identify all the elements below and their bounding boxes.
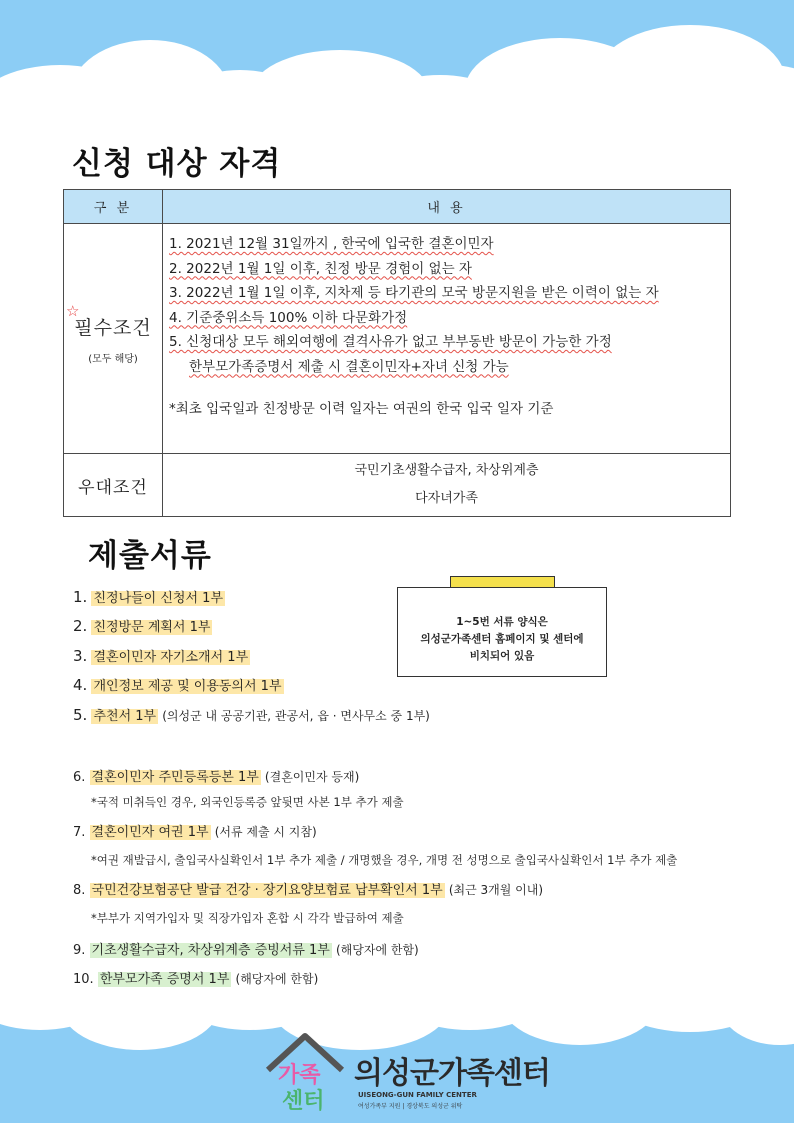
preferred-items-cell bbox=[163, 454, 731, 517]
svg-text:가족: 가족 bbox=[278, 1063, 321, 1088]
notice-line: 의성군가족센터 홈페이지 및 센터에 bbox=[420, 633, 584, 645]
required-sublabel: (모두 해당) bbox=[88, 353, 138, 365]
notice-line: 1~5번 서류 양식은 bbox=[456, 616, 548, 628]
required-item-continued: 한부모가족증명서 제출 시 결혼이민자+자녀 신청 가능 bbox=[189, 358, 509, 375]
list-item: 9. 기초생활수급자, 차상위계층 증빙서류 1부 (해당자에 한함) bbox=[73, 943, 419, 958]
required-item: 1. 2021년 12월 31일까지 , 한국에 입국한 결혼이민자 bbox=[169, 236, 494, 252]
svg-text:센터: 센터 bbox=[282, 1089, 325, 1114]
preferred-label: 우대조건 bbox=[64, 454, 163, 517]
list-item: 6. 결혼이민자 주민등록등본 1부 (결혼이민자 등재) bbox=[73, 770, 360, 785]
required-item: 5. 신청대상 모두 해외여행에 결격사유가 없고 부부동반 방문이 가능한 가정 bbox=[169, 334, 612, 350]
preferred-item: 국민기초생활수급자, 차상위계층 bbox=[354, 463, 539, 478]
documents-title: 제출서류 bbox=[88, 538, 212, 574]
preferred-item: 다자녀가족 bbox=[415, 491, 478, 506]
required-label: 필수조건 bbox=[74, 316, 152, 339]
list-item: 7. 결혼이민자 여권 1부 (서류 제출 시 지참) bbox=[73, 825, 317, 840]
notice-line: 비치되어 있음 bbox=[469, 650, 535, 662]
form-notice-box bbox=[397, 587, 607, 677]
list-item: 10. 한부모가족 증명서 1부 (해당자에 한함) bbox=[73, 972, 319, 987]
list-item-note: *부부가 지역가입자 및 직장가입자 혼합 시 각각 발급하여 제출 bbox=[91, 911, 404, 925]
list-item-note: *국적 미취득인 경우, 외국인등록증 앞뒷면 사본 1부 추가 제출 bbox=[91, 795, 404, 809]
table-header-category: 구 분 bbox=[64, 190, 163, 224]
list-item-note: *여권 재발급시, 출입국사실확인서 1부 추가 제출 / 개명했을 경우, 개명 전 성명으로 출입국사실확인서 1부 추가 제출 bbox=[91, 853, 678, 867]
list-item: 1. 친정나들이 신청서 1부 bbox=[73, 588, 224, 606]
list-item: 5. 추천서 1부 (의성군 내 공공기관, 관공서, 읍 · 면사무소 중 1부) bbox=[73, 706, 430, 724]
required-item: 3. 2022년 1월 1일 이후, 지차제 등 타기관의 모국 방문지원을 받은 이력이 없는 자 bbox=[169, 285, 659, 301]
list-item: 4. 개인정보 제공 및 이용동의서 1부 bbox=[73, 676, 282, 694]
center-english-name: UISEONG-GUN FAMILY CENTER bbox=[358, 1091, 477, 1099]
list-item: 2. 친정방문 계획서 1부 bbox=[73, 617, 211, 635]
star-icon: ☆ bbox=[66, 302, 80, 320]
family-center-logo bbox=[262, 1030, 562, 1120]
center-name: 의성군가족센터 bbox=[354, 1056, 550, 1091]
table-header-content: 내 용 bbox=[163, 190, 731, 224]
required-items-cell bbox=[163, 224, 731, 454]
house-logo-icon bbox=[262, 1030, 348, 1116]
required-item: 2. 2022년 1월 1일 이후, 친정 방문 경험이 없는 자 bbox=[169, 260, 472, 277]
list-item: 3. 결혼이민자 자기소개서 1부 bbox=[73, 647, 249, 665]
center-org: 여성가족부 지원 | 경상북도 의성군 위탁 bbox=[358, 1103, 463, 1110]
eligibility-title: 신청 대상 자격 bbox=[72, 146, 282, 182]
required-note: *최초 입국일과 친정방문 이력 일자는 여권의 한국 입국 일자 기준 bbox=[169, 401, 554, 417]
required-item: 4. 기준중위소득 100% 이하 다문화가정 bbox=[169, 309, 408, 326]
required-label-cell bbox=[64, 224, 163, 454]
eligibility-table bbox=[63, 189, 731, 517]
list-item: 8. 국민건강보험공단 발급 건강 · 장기요양보험료 납부확인서 1부 (최근 3개월 이내) bbox=[73, 883, 544, 898]
